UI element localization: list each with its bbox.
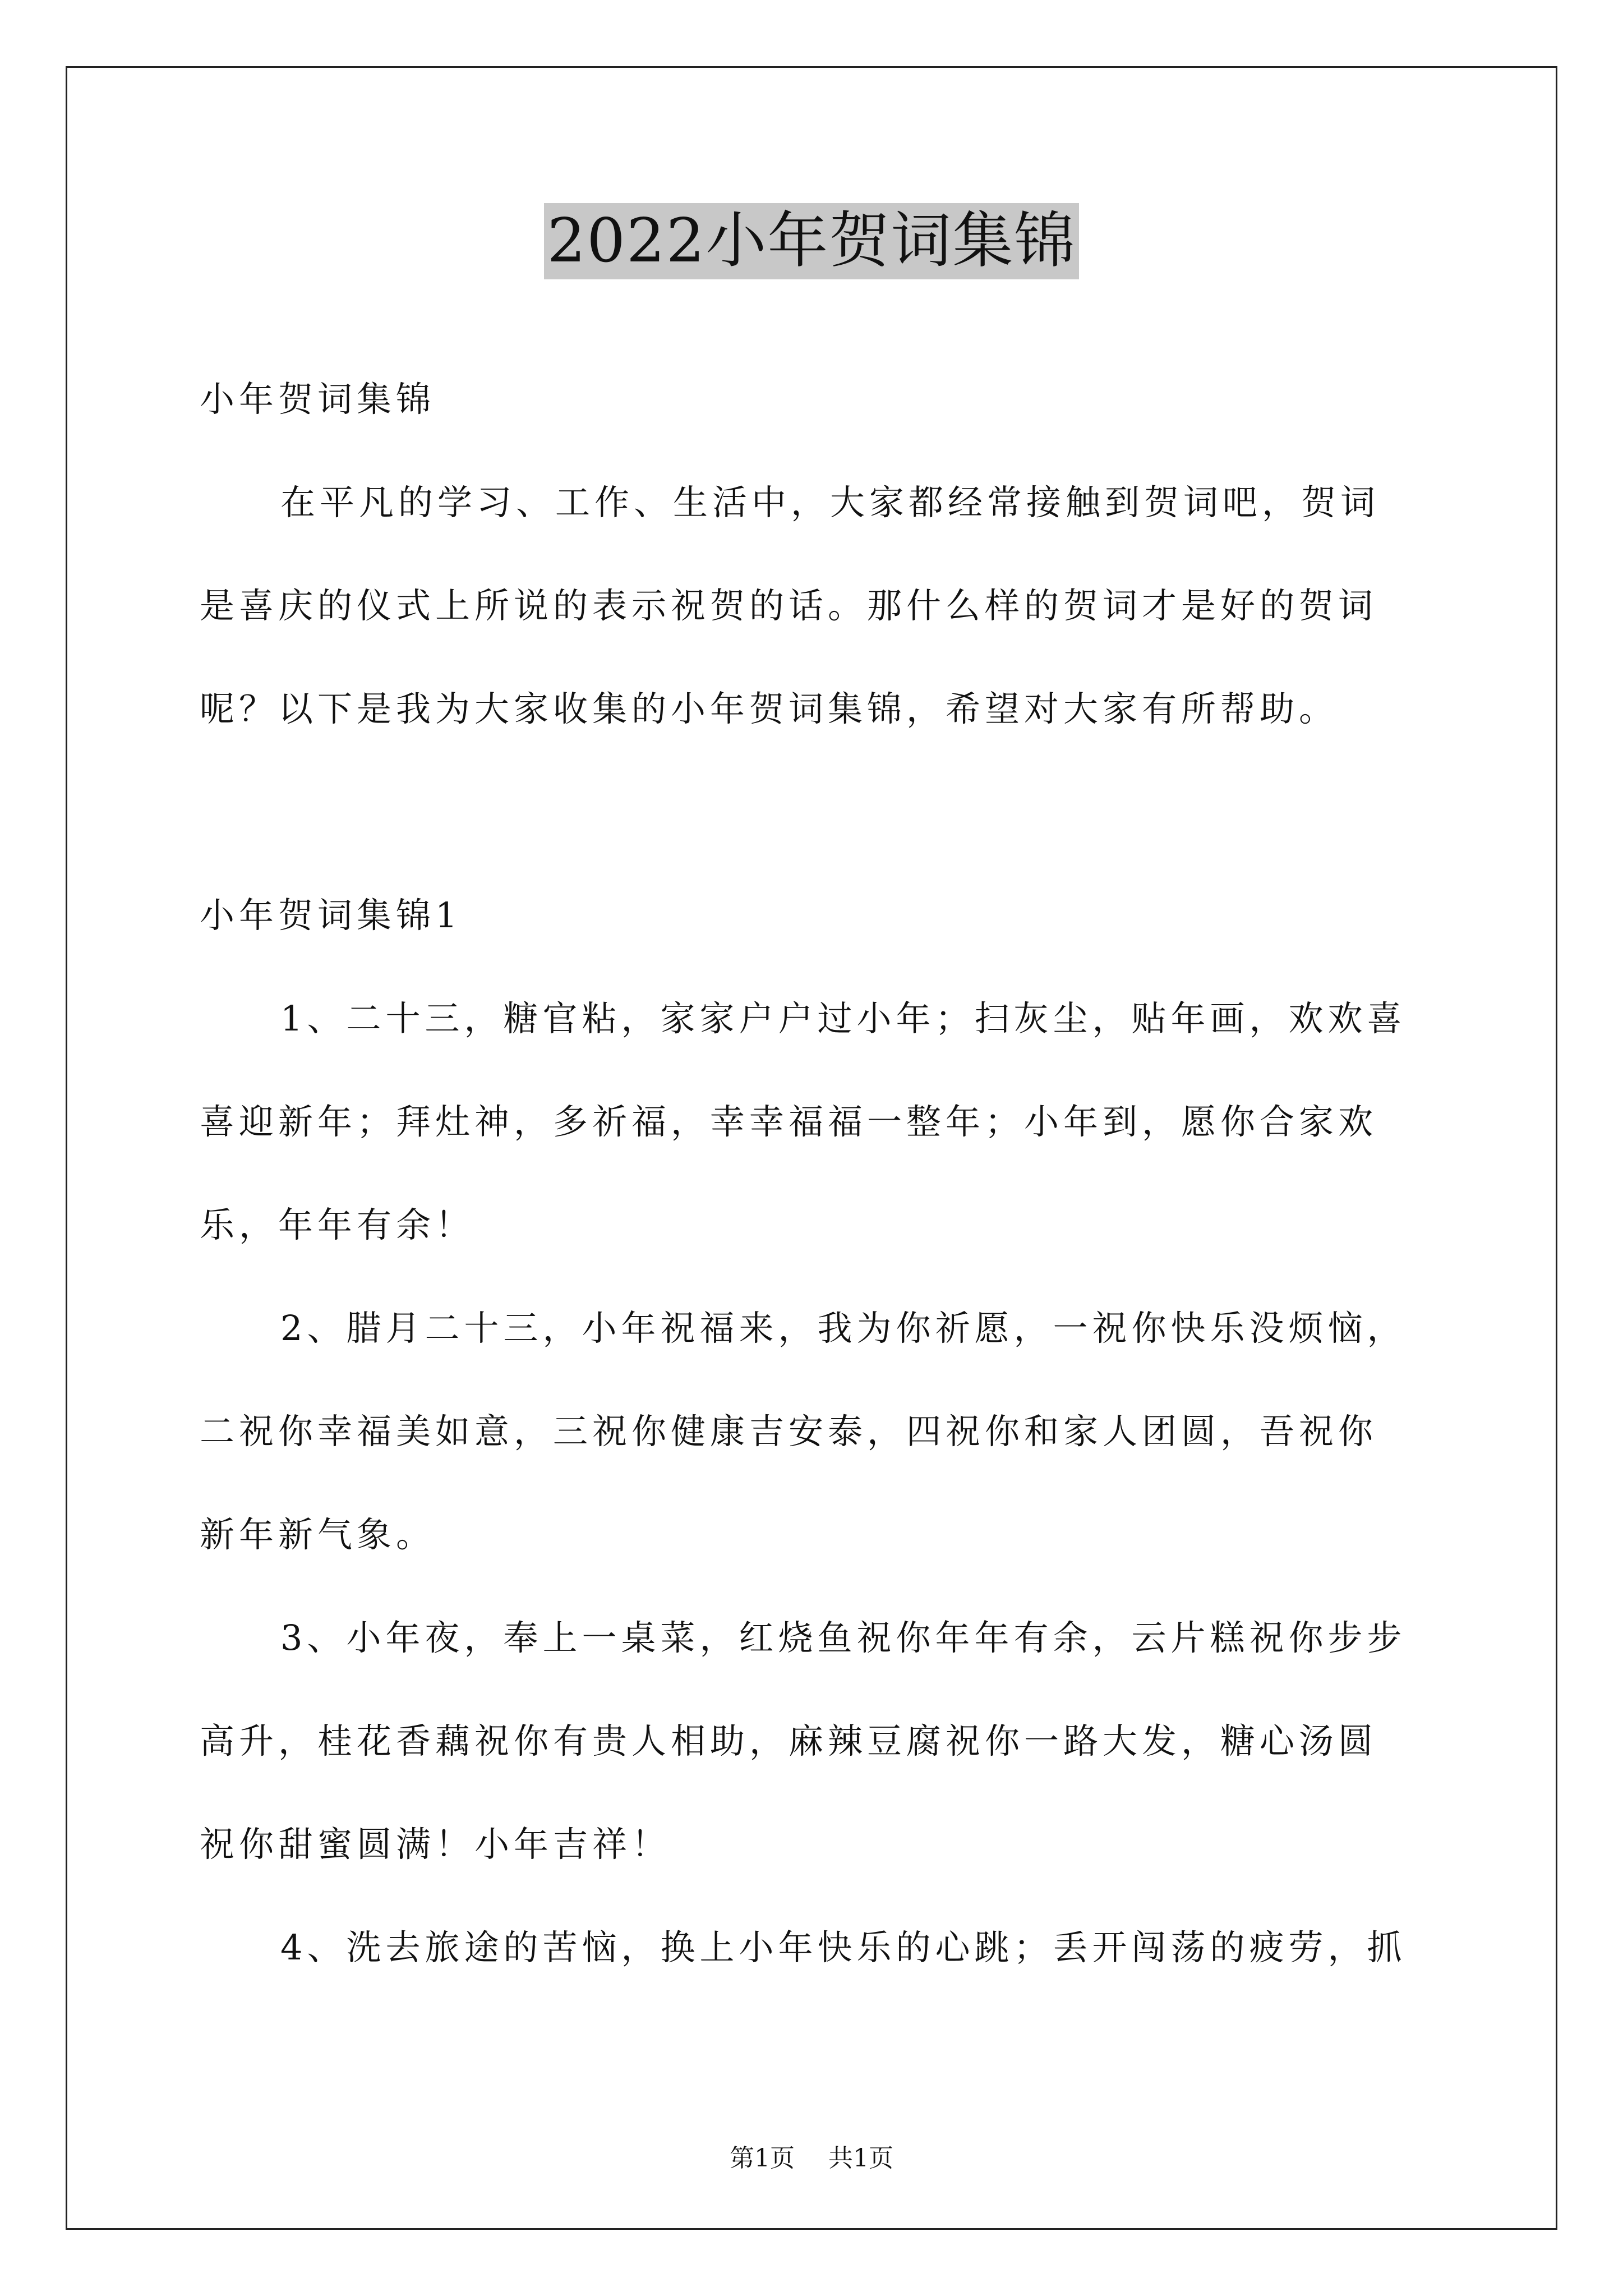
item-paragraph-1 [200, 967, 1433, 1277]
item-line: 喜迎新年；拜灶神，多祈福，幸幸福福一整年；小年到，愿你合家欢 [200, 1101, 1378, 1142]
item-line: 3、小年夜，奉上一桌菜，红烧鱼祝你年年有余，云片糕祝你步步 [280, 1617, 1407, 1658]
item-line: 新年新气象。 [200, 1514, 436, 1555]
intro-paragraph [200, 451, 1433, 761]
item-line: 2、腊月二十三，小年祝福来，我为你祈愿，一祝你快乐没烦恼， [280, 1308, 1407, 1349]
item-line: 祝你甜蜜圆满！小年吉祥！ [200, 1824, 671, 1865]
title-wrap [0, 203, 1623, 279]
intro-line: 呢？以下是我为大家收集的小年贺词集锦，希望对大家有所帮助。 [200, 688, 1339, 729]
subtitle: 小年贺词集锦 [200, 379, 436, 420]
intro-line: 在平凡的学习、工作、生活中，大家都经常接触到贺词吧，贺词 [280, 482, 1380, 523]
item-line: 二祝你幸福美如意，三祝你健康吉安泰，四祝你和家人团圆，吾祝你 [200, 1411, 1378, 1452]
item-line: 1、二十三，糖官粘，家家户户过小年；扫灰尘，贴年画，欢欢喜 [280, 998, 1407, 1039]
intro-line: 是喜庆的仪式上所说的表示祝贺的话。那什么样的贺词才是好的贺词 [200, 585, 1378, 626]
page-footer [0, 2142, 1623, 2175]
section-heading: 小年贺词集锦1 [200, 895, 462, 936]
section-gap [200, 761, 1433, 864]
page-total: 共1页 [828, 2144, 893, 2173]
document-title: 2022小年贺词集锦 [544, 203, 1080, 279]
document-body [200, 348, 1433, 1999]
page-number: 第1页 [730, 2144, 795, 2173]
item-paragraph-3 [200, 1586, 1433, 1896]
item-paragraph-2 [200, 1277, 1433, 1586]
item-paragraph-4 [200, 1896, 1433, 1999]
item-line: 高升，桂花香藕祝你有贵人相助，麻辣豆腐祝你一路大发，糖心汤圆 [200, 1720, 1378, 1761]
item-line: 4、洗去旅途的苦恼，换上小年快乐的心跳；丢开闯荡的疲劳，抓 [280, 1927, 1407, 1968]
item-line: 乐，年年有余！ [200, 1204, 475, 1245]
